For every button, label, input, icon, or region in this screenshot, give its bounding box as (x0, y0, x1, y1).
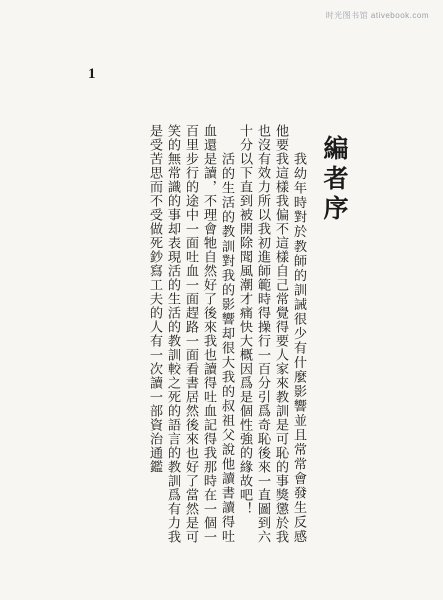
preface-body (145, 124, 307, 544)
paragraph-1: 我幼年時對於教師的訓誡很少有什麼影響並且常常會發生反感他要我這樣我偏不這樣自己常覺得要人家來教訓是可恥的事獎懲於我也沒有效力所以我初進師範時得操行一百分引爲奇恥後來一直圖到六十分以下直到被開除聞風潮才痛快大概因爲是個性強的緣故吧！ (237, 124, 306, 544)
watermark: 时光图书馆 ativebook.com (325, 11, 429, 20)
page-number: 1 (88, 66, 96, 82)
page-title: 編者序 (320, 135, 349, 225)
paragraph-2: 活的生活的教訓對我的影響却很大我的叔祖父說他讀書讀得吐血還是讀，不理會牠自然好了後來我也讀得吐血記得我那時在一個一百里步行的途中一面吐血一面趕路一面看書居然後來也好了當然是可笑的無常識的事却表現活的生活的教訓較之死的語言的教訓爲有力我是受苦思而不受做死鈔寫工夫的人有一次讀一部資治通鑑 (147, 124, 234, 544)
